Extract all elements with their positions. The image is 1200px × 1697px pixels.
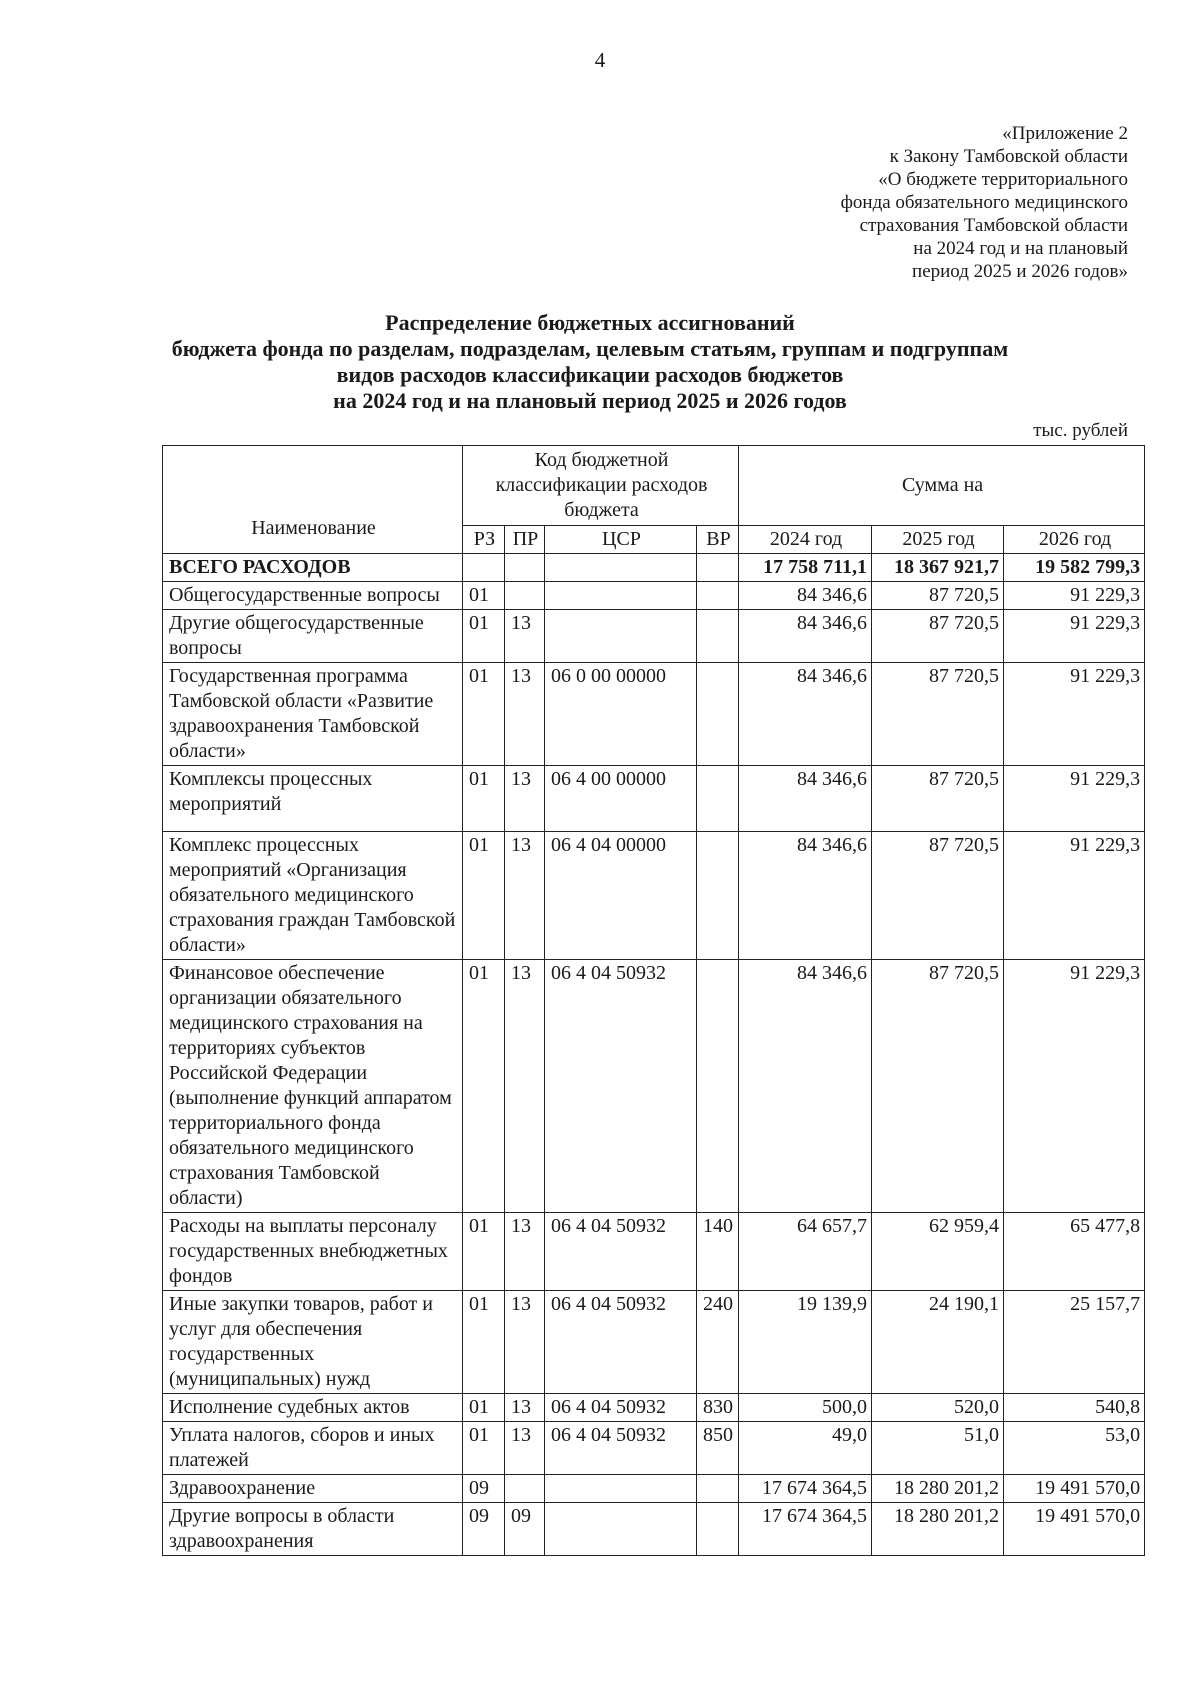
cell-name: Исполнение судебных актов xyxy=(163,1394,463,1422)
cell-2024: 84 346,6 xyxy=(739,663,872,766)
table-row xyxy=(163,1503,1145,1556)
appendix-line: период 2025 и 2026 годов» xyxy=(912,261,1128,282)
cell-csr: 06 4 04 00000 xyxy=(545,832,697,960)
cell-name: Финансовое обеспечение организации обязательного медицинского страхования на территориях субъектов Российской Федерации (выполнение функций аппаратом территориального фонда обязательного медицинского страхования Тамбовской области) xyxy=(163,960,463,1213)
cell-csr: 06 4 00 00000 xyxy=(545,766,697,832)
cell-pr: 13 xyxy=(505,610,545,663)
cell-2026: 91 229,3 xyxy=(1004,766,1145,832)
cell-2026: 53,0 xyxy=(1004,1422,1145,1475)
cell-rz: 09 xyxy=(463,1475,505,1503)
cell-2024: 17 674 364,5 xyxy=(739,1503,872,1556)
cell-name: Расходы на выплаты персоналу государственных внебюджетных фондов xyxy=(163,1213,463,1291)
cell-vr: 850 xyxy=(697,1422,739,1475)
cell-vr xyxy=(697,1503,739,1556)
cell-2024: 17 674 364,5 xyxy=(739,1475,872,1503)
cell-2026: 25 157,7 xyxy=(1004,1291,1145,1394)
header-sum-group: Сумма на xyxy=(739,446,1145,526)
cell-pr: 13 xyxy=(505,663,545,766)
cell-pr: 13 xyxy=(505,1422,545,1475)
cell-2026: 65 477,8 xyxy=(1004,1213,1145,1291)
budget-table xyxy=(162,445,1145,1556)
table-row xyxy=(163,1291,1145,1394)
cell-2026: 19 491 570,0 xyxy=(1004,1503,1145,1556)
cell-vr xyxy=(697,1475,739,1503)
header-csr: ЦСР xyxy=(545,526,697,554)
table-row xyxy=(163,1213,1145,1291)
cell-vr xyxy=(697,960,739,1213)
appendix-line: «О бюджете территориального xyxy=(878,169,1128,190)
cell-2024: 17 758 711,1 xyxy=(739,554,872,582)
table-row xyxy=(163,960,1145,1213)
header-2025: 2025 год xyxy=(872,526,1004,554)
table-header xyxy=(163,446,1145,554)
table-row xyxy=(163,1475,1145,1503)
cell-vr xyxy=(697,766,739,832)
cell-2025: 62 959,4 xyxy=(872,1213,1004,1291)
cell-vr: 240 xyxy=(697,1291,739,1394)
cell-name: Комплексы процессных мероприятий xyxy=(163,766,463,832)
cell-2026: 91 229,3 xyxy=(1004,610,1145,663)
cell-2026: 19 491 570,0 xyxy=(1004,1475,1145,1503)
appendix-line: «Приложение 2 xyxy=(1002,123,1128,144)
cell-2024: 64 657,7 xyxy=(739,1213,872,1291)
cell-2026: 91 229,3 xyxy=(1004,663,1145,766)
cell-2024: 84 346,6 xyxy=(739,832,872,960)
cell-pr: 13 xyxy=(505,1394,545,1422)
title-line: видов расходов классификации расходов бюджетов xyxy=(336,362,844,387)
cell-name: Комплекс процессных мероприятий «Организация обязательного медицинского страхования граждан Тамбовской области» xyxy=(163,832,463,960)
cell-2025: 87 720,5 xyxy=(872,610,1004,663)
cell-csr xyxy=(545,582,697,610)
cell-2024: 84 346,6 xyxy=(739,960,872,1213)
appendix-line: страхования Тамбовской области xyxy=(859,215,1128,236)
document-title xyxy=(140,310,1040,414)
cell-2026: 19 582 799,3 xyxy=(1004,554,1145,582)
table-row xyxy=(163,582,1145,610)
cell-csr xyxy=(545,1475,697,1503)
cell-csr: 06 4 04 50932 xyxy=(545,1213,697,1291)
cell-csr: 06 4 04 50932 xyxy=(545,960,697,1213)
appendix-line: к Закону Тамбовской области xyxy=(889,146,1128,167)
cell-2024: 84 346,6 xyxy=(739,582,872,610)
cell-rz: 01 xyxy=(463,1422,505,1475)
cell-csr: 06 0 00 00000 xyxy=(545,663,697,766)
header-2026: 2026 год xyxy=(1004,526,1145,554)
cell-rz: 01 xyxy=(463,1213,505,1291)
table-row xyxy=(163,610,1145,663)
cell-2025: 520,0 xyxy=(872,1394,1004,1422)
cell-2026: 540,8 xyxy=(1004,1394,1145,1422)
title-line: на 2024 год и на плановый период 2025 и 2026 годов xyxy=(333,388,847,413)
cell-pr: 13 xyxy=(505,1213,545,1291)
cell-pr xyxy=(505,554,545,582)
cell-2026: 91 229,3 xyxy=(1004,832,1145,960)
cell-pr xyxy=(505,582,545,610)
cell-rz: 09 xyxy=(463,1503,505,1556)
cell-2024: 500,0 xyxy=(739,1394,872,1422)
cell-2025: 87 720,5 xyxy=(872,960,1004,1213)
appendix-line: фонда обязательного медицинского xyxy=(840,192,1128,213)
cell-rz: 01 xyxy=(463,1394,505,1422)
cell-rz: 01 xyxy=(463,663,505,766)
cell-name: Государственная программа Тамбовской области «Развитие здравоохранения Тамбовской области» xyxy=(163,663,463,766)
header-vr: ВР xyxy=(697,526,739,554)
cell-csr: 06 4 04 50932 xyxy=(545,1394,697,1422)
header-pr: ПР xyxy=(505,526,545,554)
cell-pr: 13 xyxy=(505,960,545,1213)
cell-2026: 91 229,3 xyxy=(1004,582,1145,610)
title-line: Распределение бюджетных ассигнований xyxy=(385,310,795,335)
cell-name: Общегосударственные вопросы xyxy=(163,582,463,610)
cell-pr xyxy=(505,1475,545,1503)
cell-vr: 830 xyxy=(697,1394,739,1422)
cell-vr xyxy=(697,582,739,610)
cell-vr: 140 xyxy=(697,1213,739,1291)
header-2024: 2024 год xyxy=(739,526,872,554)
cell-csr xyxy=(545,1503,697,1556)
cell-pr: 13 xyxy=(505,832,545,960)
title-line: бюджета фонда по разделам, подразделам, целевым статьям, группам и подгруппам xyxy=(171,336,1009,361)
cell-2024: 84 346,6 xyxy=(739,766,872,832)
cell-rz: 01 xyxy=(463,766,505,832)
cell-2025: 18 367 921,7 xyxy=(872,554,1004,582)
units-label: тыс. рублей xyxy=(1033,420,1128,441)
cell-pr: 13 xyxy=(505,1291,545,1394)
cell-2025: 87 720,5 xyxy=(872,663,1004,766)
cell-csr xyxy=(545,554,697,582)
header-rz: РЗ xyxy=(463,526,505,554)
cell-name: Другие общегосударственные вопросы xyxy=(163,610,463,663)
appendix-line: на 2024 год и на плановый xyxy=(913,238,1128,259)
table-row xyxy=(163,766,1145,832)
cell-2024: 19 139,9 xyxy=(739,1291,872,1394)
cell-2025: 18 280 201,2 xyxy=(872,1475,1004,1503)
cell-rz xyxy=(463,554,505,582)
cell-vr xyxy=(697,663,739,766)
table-row xyxy=(163,1422,1145,1475)
appendix-reference xyxy=(708,122,1128,283)
page-number: 4 xyxy=(594,48,606,72)
cell-name: Здравоохранение xyxy=(163,1475,463,1503)
cell-pr: 09 xyxy=(505,1503,545,1556)
cell-rz: 01 xyxy=(463,582,505,610)
cell-2026: 91 229,3 xyxy=(1004,960,1145,1213)
cell-csr: 06 4 04 50932 xyxy=(545,1422,697,1475)
cell-2025: 87 720,5 xyxy=(872,582,1004,610)
cell-rz: 01 xyxy=(463,960,505,1213)
header-name: Наименование xyxy=(163,446,463,554)
cell-2025: 87 720,5 xyxy=(872,766,1004,832)
cell-csr: 06 4 04 50932 xyxy=(545,1291,697,1394)
cell-vr xyxy=(697,832,739,960)
cell-2025: 18 280 201,2 xyxy=(872,1503,1004,1556)
cell-csr xyxy=(545,610,697,663)
cell-vr xyxy=(697,554,739,582)
cell-name: Другие вопросы в области здравоохранения xyxy=(163,1503,463,1556)
cell-2024: 49,0 xyxy=(739,1422,872,1475)
header-code-group: Код бюджетной классификации расходов бюджета xyxy=(463,446,739,526)
cell-rz: 01 xyxy=(463,832,505,960)
cell-2024: 84 346,6 xyxy=(739,610,872,663)
cell-pr: 13 xyxy=(505,766,545,832)
cell-2025: 51,0 xyxy=(872,1422,1004,1475)
table-row xyxy=(163,832,1145,960)
cell-name: Иные закупки товаров, работ и услуг для обеспечения государственных (муниципальных) нужд xyxy=(163,1291,463,1394)
cell-rz: 01 xyxy=(463,1291,505,1394)
cell-rz: 01 xyxy=(463,610,505,663)
cell-2025: 87 720,5 xyxy=(872,832,1004,960)
table-body xyxy=(163,554,1145,1556)
cell-2025: 24 190,1 xyxy=(872,1291,1004,1394)
cell-name: ВСЕГО РАСХОДОВ xyxy=(163,554,463,582)
cell-vr xyxy=(697,610,739,663)
table-row-total xyxy=(163,554,1145,582)
table-row xyxy=(163,1394,1145,1422)
table-row xyxy=(163,663,1145,766)
cell-name: Уплата налогов, сборов и иных платежей xyxy=(163,1422,463,1475)
